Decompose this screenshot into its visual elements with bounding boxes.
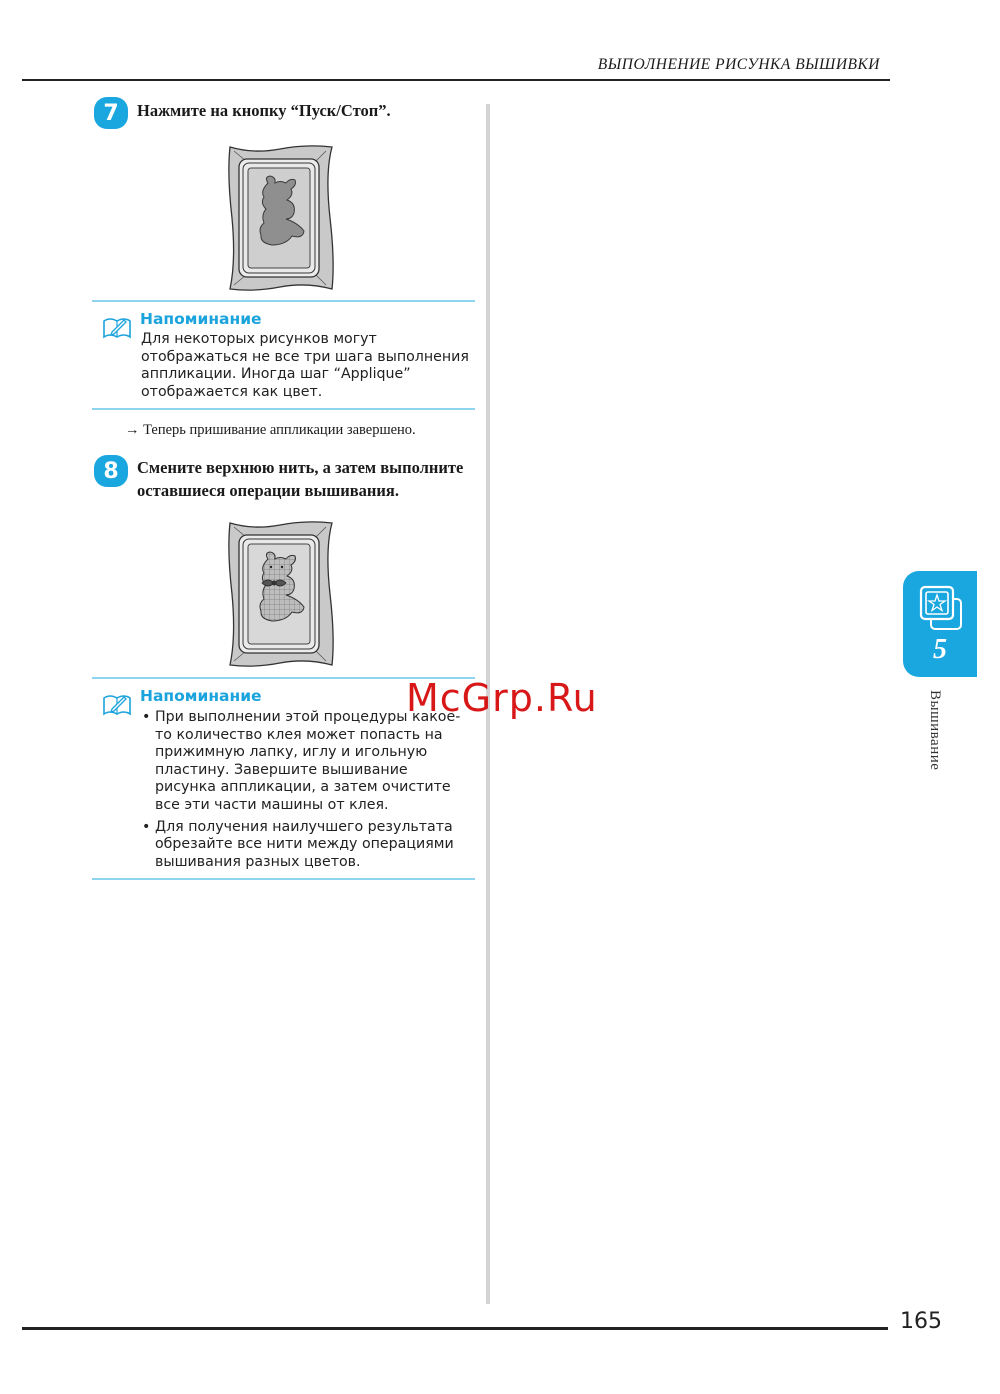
note-2-body [141,709,471,875]
step-8-line-1: Смените верхнюю нить, а затем выполните [137,458,464,477]
memo-note-icon [102,692,132,718]
page-number: 165 [900,1309,942,1334]
note-1-body: Для некоторых рисунков могут отображаться не все три шага выполнения аппликации. Иногда шаг “Applique” отображается как цвет. [141,331,469,400]
header-rule [22,79,890,81]
note-2-bottom-rule [92,878,475,880]
arrow-icon: → [125,422,140,438]
note-1-top-rule [92,300,475,302]
footer-rule [22,1327,888,1330]
note-2-bullet-1: • При выполнении этой процедуры какое-то количество клея может попасть на прижимную лапку, иглу и игольную пластину. Завершите вышивание рисунка аппликации, а затем очистите все эти части машины от клея. [141,709,471,815]
result-text: Теперь пришивание аппликации завершено. [143,422,416,438]
chapter-number: 5 [933,634,947,665]
step-8-line-2: оставшиеся операции вышивания. [137,481,399,500]
running-header: ВЫПОЛНЕНИЕ РИСУНКА ВЫШИВКИ [597,56,880,73]
note-2-title: Напоминание [140,687,262,705]
watermark: McGrp.Ru [406,676,598,720]
note-1-bottom-rule [92,408,475,410]
note-2-bullet-2: • Для получения наилучшего результата обрезайте все нити между операциями вышивания разных цветов. [141,819,471,872]
hoop-applique-illustration [224,143,336,293]
note-1-title: Напоминание [140,310,262,328]
hoop-finished-bear-illustration [224,519,336,669]
embroidery-frame-icon [917,583,965,633]
result-line [125,422,416,439]
step-7-badge: 7 [94,97,128,129]
step-7-instruction: Нажмите на кнопку “Пуск/Стоп”. [137,101,391,120]
chapter-label: Вышивание [927,690,943,771]
step-8-instruction [137,456,482,502]
memo-note-icon [102,315,132,341]
step-8-badge: 8 [94,455,128,487]
